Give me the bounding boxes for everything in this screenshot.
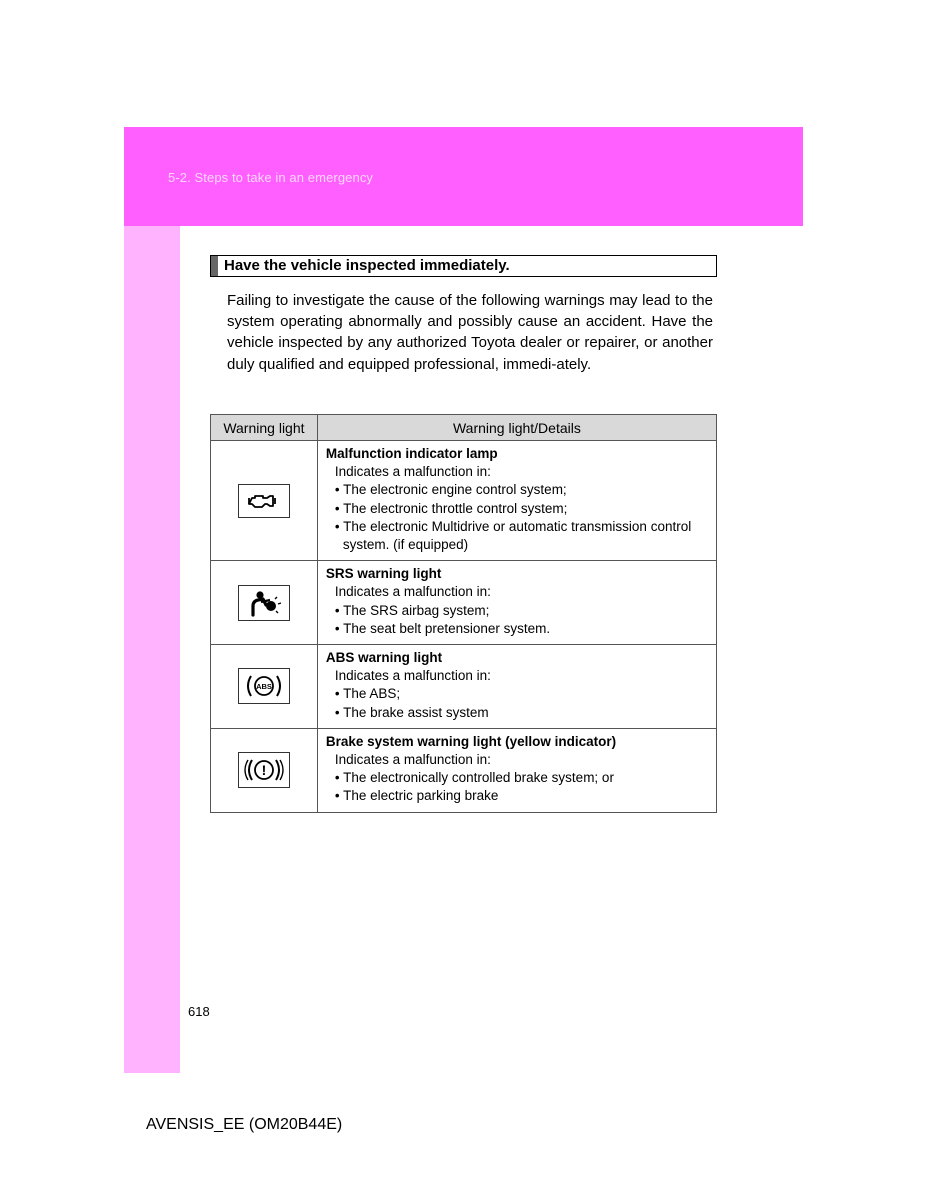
abs-icon bbox=[238, 668, 290, 704]
abs-icon-label: ABS bbox=[256, 682, 272, 692]
model-footer: AVENSIS_EE (OM20B44E) bbox=[146, 1116, 343, 1133]
brake-warning-icon bbox=[238, 752, 290, 788]
details-cell bbox=[317, 728, 716, 812]
column-header-warning-light: Warning light bbox=[211, 415, 318, 441]
section-heading-text: Have the vehicle inspected immediately. bbox=[224, 257, 510, 274]
warning-intro: Indicates a malfunction in: bbox=[334, 752, 491, 768]
bullet-item: • The SRS airbag system; bbox=[334, 602, 490, 618]
warning-title: ABS warning light bbox=[325, 650, 443, 666]
bullet-item: • The electronic Multidrive or automatic transmission control bbox=[334, 518, 692, 534]
warning-paragraph: Failing to investigate the cause of the following warnings may lead to the system operating abnormally and possibly cause an accident. Have the vehicle inspected by any authorized Toyota dealer or repairer, or another duly qualified and equipped professional, immedi-ately. bbox=[227, 292, 713, 373]
details-cell bbox=[317, 645, 716, 729]
table-header-row bbox=[211, 415, 717, 441]
brake-icon-label: ! bbox=[261, 762, 267, 779]
side-margin-band bbox=[124, 226, 180, 1073]
heading-accent-bar bbox=[211, 256, 218, 276]
bullet-item: • The brake assist system bbox=[334, 704, 489, 720]
bullet-item: • The electronic engine control system; bbox=[334, 482, 567, 498]
airbag-icon bbox=[238, 585, 290, 621]
warning-lights-table bbox=[210, 414, 717, 813]
icon-cell bbox=[211, 561, 318, 645]
column-header-details: Warning light/Details bbox=[317, 415, 716, 441]
bullet-item-continuation: system. (if equipped) bbox=[342, 537, 469, 553]
bullet-item: • The electric parking brake bbox=[334, 788, 499, 804]
icon-cell bbox=[211, 645, 318, 729]
section-heading bbox=[210, 255, 717, 277]
warning-intro: Indicates a malfunction in: bbox=[334, 464, 491, 480]
table-row bbox=[211, 561, 717, 645]
chapter-header bbox=[124, 127, 803, 226]
bullet-item: • The ABS; bbox=[334, 686, 401, 702]
breadcrumb: 5-2. Steps to take in an emergency bbox=[168, 170, 374, 185]
warning-title: Malfunction indicator lamp bbox=[325, 446, 498, 461]
details-cell bbox=[317, 561, 716, 645]
bullet-item: • The seat belt pretensioner system. bbox=[334, 620, 551, 636]
bullet-item: • The electronically controlled brake system; or bbox=[334, 770, 614, 786]
table-row bbox=[211, 645, 717, 729]
warning-intro: Indicates a malfunction in: bbox=[334, 668, 491, 684]
warning-intro: Indicates a malfunction in: bbox=[334, 584, 491, 600]
bullet-item: • The electronic throttle control system; bbox=[334, 500, 568, 516]
details-cell bbox=[317, 441, 716, 561]
page-number: 618 bbox=[188, 1004, 210, 1019]
icon-cell bbox=[211, 728, 318, 812]
warning-title: Brake system warning light (yellow indicator) bbox=[325, 733, 617, 749]
icon-cell bbox=[211, 441, 318, 561]
warning-title: SRS warning light bbox=[325, 566, 442, 582]
table-row bbox=[211, 728, 717, 812]
engine-icon bbox=[238, 484, 290, 518]
table-row bbox=[211, 441, 717, 561]
